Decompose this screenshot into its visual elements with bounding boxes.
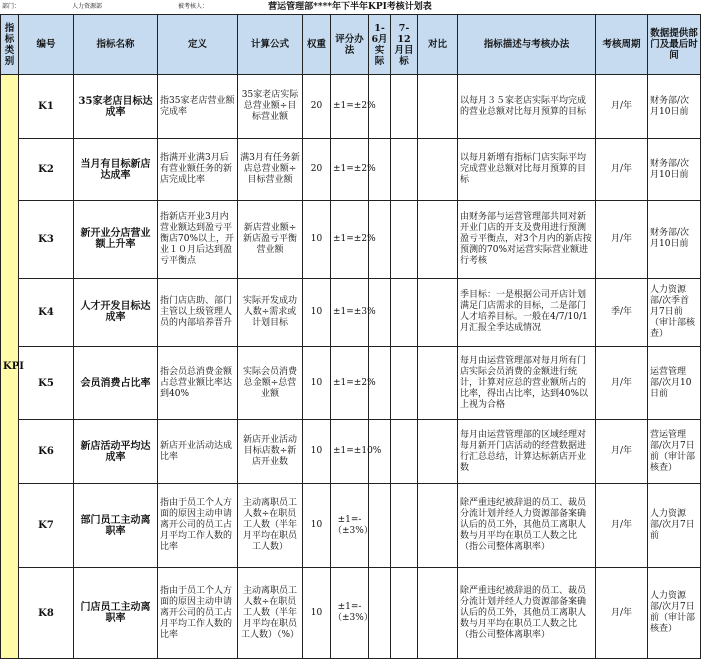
kpi-h2-target	[391, 568, 418, 659]
kpi-scoring: ±1=±2%	[331, 201, 369, 278]
kpi-formula: 满3月有任务新店总营业额÷目标营业额	[238, 139, 303, 201]
kpi-weight: 20	[303, 139, 331, 201]
kpi-weight: 10	[303, 420, 331, 484]
kpi-description: 除严重违纪被辞退的员工、裁员分流计划并经人力资源部备案确认后的员工外，其他员工离职人数与月平均在职员工人数之比（指公司整体离职率）	[458, 484, 596, 568]
dept-label: 部门：	[2, 3, 21, 10]
kpi-definition: 指新店开业3月内营业额达到盈亏平衡店70%以上，开业１０月后达到盈亏平衡点	[158, 201, 238, 278]
kpi-period: 月/年	[596, 420, 648, 484]
kpi-name: 当月有目标新店达成率	[74, 139, 158, 201]
kpi-description: 季目标：一是根据公司开店计划满足门店需求的目标，二是部门人才培养目标。一般在4/7/10/1月汇报全季达成情况	[458, 278, 596, 347]
kpi-name: 门店员工主动离职率	[74, 568, 158, 659]
kpi-h2-target	[391, 75, 418, 139]
kpi-name: 35家老店目标达成率	[74, 75, 158, 139]
kpi-table	[0, 14, 701, 659]
kpi-definition: 指35家老店营业额完成率	[158, 75, 238, 139]
col-header: 权重	[303, 15, 331, 75]
table-row	[1, 347, 701, 420]
kpi-compare	[418, 278, 458, 347]
kpi-weight: 10	[303, 347, 331, 420]
kpi-code: K2	[19, 139, 74, 201]
kpi-period: 季/年	[596, 278, 648, 347]
table-row	[1, 484, 701, 568]
kpi-formula: 新店营业额÷新店盈亏平衡营业额	[238, 201, 303, 278]
kpi-formula: 实际会员消费总金额÷总营业额	[238, 347, 303, 420]
kpi-h2-target	[391, 347, 418, 420]
table-row	[1, 139, 701, 201]
kpi-description: 以每月３５家老店实际平均完成的营业总额对比每月预算的目标	[458, 75, 596, 139]
kpi-h2-target	[391, 278, 418, 347]
kpi-period: 月/年	[596, 75, 648, 139]
kpi-name: 部门员工主动离职率	[74, 484, 158, 568]
table-row	[1, 420, 701, 484]
kpi-code: K7	[19, 484, 74, 568]
kpi-compare	[418, 568, 458, 659]
kpi-h2-target	[391, 201, 418, 278]
kpi-compare	[418, 484, 458, 568]
kpi-compare	[418, 201, 458, 278]
kpi-definition: 指由于员工个人方面的原因主动申请离开公司的员工占月平均工作人数的比率	[158, 568, 238, 659]
dept-value: 人力资源部	[72, 3, 103, 10]
col-header: 指标名称	[74, 15, 158, 75]
kpi-definition: 指门店店助、部门主管以上级管理人员的内部培养晋升	[158, 278, 238, 347]
kpi-period: 月/年	[596, 139, 648, 201]
kpi-provider: 人力资源部/次季首月7日前（审计部核查）	[648, 278, 701, 347]
page-title: 营运管理部****年下半年KPI考核计划表	[268, 2, 432, 12]
kpi-definition: 指会员总消费金额占总营业额比率达到40%	[158, 347, 238, 420]
kpi-name: 新开业分店营业额上升率	[74, 201, 158, 278]
kpi-weight: 10	[303, 278, 331, 347]
col-header: 对比	[418, 15, 458, 75]
kpi-code: K8	[19, 568, 74, 659]
kpi-h2-target	[391, 420, 418, 484]
kpi-provider: 财务部/次月10日前	[648, 75, 701, 139]
kpi-weight: 20	[303, 75, 331, 139]
table-row	[1, 201, 701, 278]
kpi-scoring: ±1=±3%	[331, 278, 369, 347]
kpi-period: 月/年	[596, 201, 648, 278]
kpi-scoring: ±1=-（±3%）	[331, 568, 369, 659]
kpi-code: K3	[19, 201, 74, 278]
kpi-definition: 新店开业活动达成比率	[158, 420, 238, 484]
col-header: 指标描述与考核办法	[458, 15, 596, 75]
assessee-label: 被考核人：	[178, 3, 209, 10]
kpi-description: 每月由运营管理部对每月所有门店实际会员消费的金额进行统计，计算对应总的营业额所占的比率，得出占比率，达到40%以上视为合格	[458, 347, 596, 420]
kpi-formula: 35家老店实际总营业额÷目标营业额	[238, 75, 303, 139]
kpi-provider: 财务部/次月10日前	[648, 201, 701, 278]
col-header: 7-12月目标	[391, 15, 418, 75]
kpi-h2-target	[391, 139, 418, 201]
kpi-description: 以每月新增有指标门店实际平均完成营业总额对比每月预算的目标	[458, 139, 596, 201]
kpi-provider: 人力资源部/次月7日前（审计部核查）	[648, 568, 701, 659]
kpi-definition: 指由于员工个人方面的原因主动申请离开公司的员工占月平均工作人数的比率	[158, 484, 238, 568]
col-header: 定义	[158, 15, 238, 75]
kpi-description: 由财务部与运营管理部共同对新开业门店的开支及费用进行预测盈亏平衡点，对3个月内的新店按预测的70%对运营实际营业额进行考核	[458, 201, 596, 278]
kpi-scoring: ±1=±10%	[331, 420, 369, 484]
kpi-code: K5	[19, 347, 74, 420]
kpi-weight: 10	[303, 484, 331, 568]
kpi-provider: 运营管理部/次月10日前	[648, 347, 701, 420]
kpi-period: 月/年	[596, 484, 648, 568]
col-header: 计算公式	[238, 15, 303, 75]
kpi-code: K1	[19, 75, 74, 139]
col-header: 数据提供部门及最后时间	[648, 15, 701, 75]
table-row	[1, 278, 701, 347]
col-header: 考核周期	[596, 15, 648, 75]
kpi-code: K6	[19, 420, 74, 484]
kpi-name: 会员消费占比率	[74, 347, 158, 420]
header-row	[1, 15, 701, 75]
kpi-formula: 主动离职员工人数÷在职员工人数（半年月平均在职员工人数）（%）	[238, 568, 303, 659]
table-row	[1, 568, 701, 659]
kpi-code: K4	[19, 278, 74, 347]
kpi-name: 新店活动平均达成率	[74, 420, 158, 484]
kpi-compare	[418, 139, 458, 201]
table-row	[1, 75, 701, 139]
kpi-formula: 实际开发成功人数÷需求或计划目标	[238, 278, 303, 347]
kpi-definition: 指满开业满3月后有营业额任务的新店完成比率	[158, 139, 238, 201]
kpi-compare	[418, 347, 458, 420]
kpi-provider: 人力资源部/次月7日前	[648, 484, 701, 568]
col-header: 1-6月实际	[369, 15, 391, 75]
kpi-scoring: ±1=±2%	[331, 139, 369, 201]
kpi-formula: 新店开业活动目标店数÷新店开业数	[238, 420, 303, 484]
kpi-scoring: ±1=±2%	[331, 347, 369, 420]
kpi-compare	[418, 75, 458, 139]
kpi-period: 月/年	[596, 568, 648, 659]
kpi-scoring: ±1=±2%	[331, 75, 369, 139]
kpi-weight: 10	[303, 568, 331, 659]
kpi-compare	[418, 420, 458, 484]
col-header: 编号	[19, 15, 74, 75]
kpi-weight: 10	[303, 201, 331, 278]
kpi-provider: 营运管理部/次月7日前（审计部核查）	[648, 420, 701, 484]
kpi-name: 人才开发目标达成率	[74, 278, 158, 347]
kpi-formula: 主动离职员工人数÷在职员工人数（半年月平均在职员工人数）	[238, 484, 303, 568]
kpi-description: 每月由运营管理部的区域经理对每月新开门店活动的经营数据进行汇总总结，计算达标新店开业数	[458, 420, 596, 484]
kpi-provider: 财务部/次月10日前	[648, 139, 701, 201]
kpi-h2-target	[391, 484, 418, 568]
col-header: 评分办法	[331, 15, 369, 75]
category-cell: KPI	[1, 75, 19, 659]
kpi-scoring: ±1=-（±3%）	[331, 484, 369, 568]
kpi-period: 月/年	[596, 347, 648, 420]
col-header: 指标类别	[1, 15, 19, 75]
kpi-description: 除严重违纪被辞退的员工、裁员分流计划并经人力资源部备案确认后的员工外，其他员工离职人数与月平均在职员工人数之比（指公司整体离职率）	[458, 568, 596, 659]
